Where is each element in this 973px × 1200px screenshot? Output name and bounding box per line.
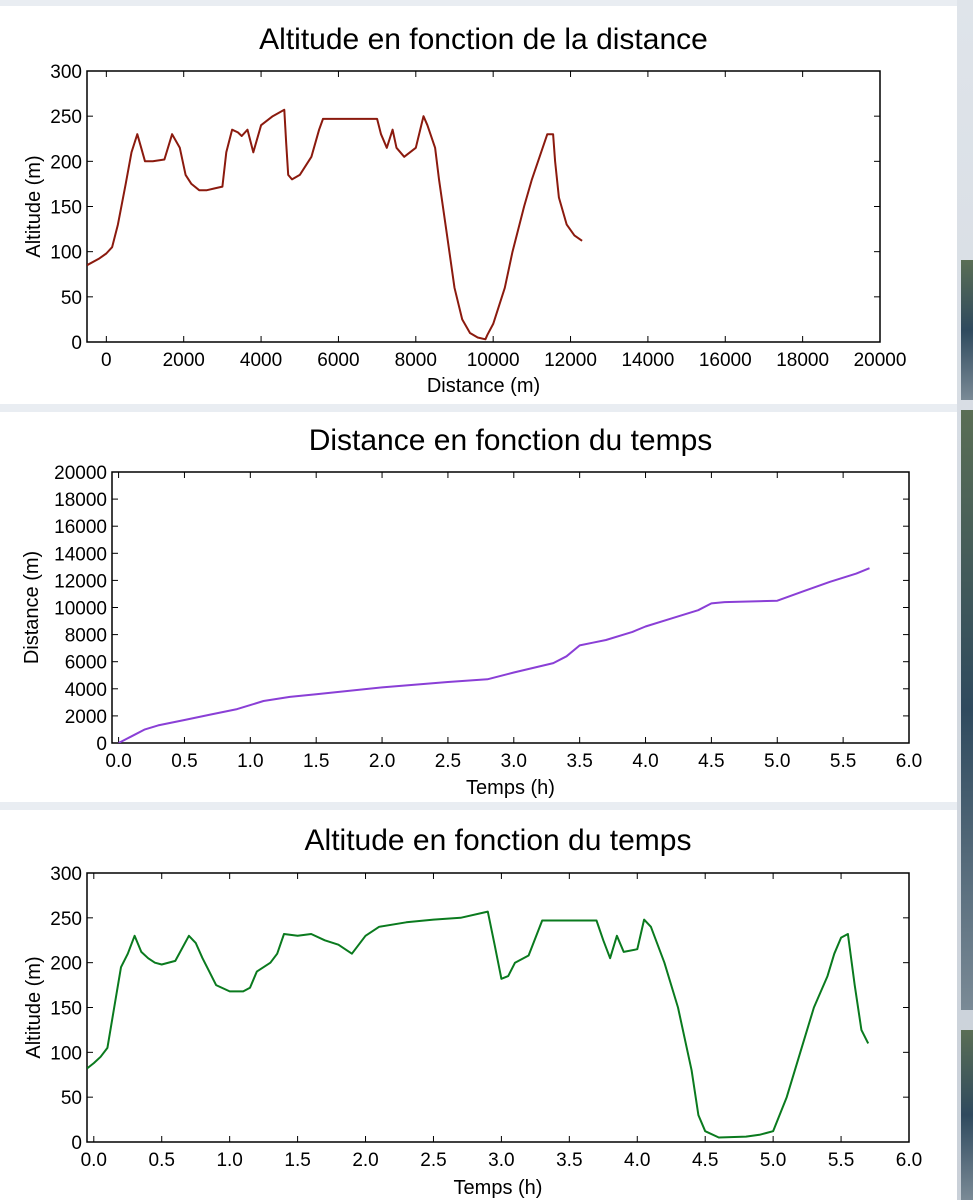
x-axis-label: Distance (m) — [426, 375, 541, 397]
plot-area — [112, 472, 909, 743]
x-tick-label: 0 — [101, 350, 112, 371]
x-tick-label: 4000 — [239, 350, 283, 371]
x-tick-label: 12000 — [544, 350, 597, 371]
x-tick-label: 1.0 — [237, 751, 264, 772]
y-tick-label: 20000 — [54, 463, 107, 484]
x-tick-label: 10000 — [466, 350, 520, 371]
y-tick-label: 6000 — [64, 652, 107, 674]
background-image-strip — [961, 410, 973, 1010]
chart-panel-altitude-distance — [0, 6, 957, 404]
x-tick-label: 4.5 — [698, 751, 725, 772]
y-tick-label: 200 — [50, 152, 82, 174]
x-tick-label: 4.0 — [624, 1150, 651, 1171]
x-tick-label: 3.0 — [488, 1150, 515, 1171]
y-tick-label: 50 — [60, 287, 82, 309]
y-tick-label: 250 — [50, 908, 82, 930]
x-tick-label: 1.5 — [302, 751, 330, 772]
y-tick-label: 300 — [50, 864, 82, 885]
x-tick-label: 6000 — [317, 350, 360, 371]
x-tick-label: 14000 — [621, 350, 675, 371]
x-tick-label: 8000 — [394, 350, 437, 371]
background-image-strip — [961, 1030, 973, 1200]
chart-title: Distance en fonction du temps — [308, 424, 713, 457]
y-axis-label: Altitude (m) — [23, 155, 45, 258]
x-tick-label: 16000 — [698, 350, 752, 371]
y-tick-label: 0 — [71, 1133, 82, 1154]
y-tick-label: 100 — [50, 242, 82, 264]
x-tick-label: 5.5 — [827, 1150, 855, 1171]
x-tick-label: 2000 — [162, 350, 205, 371]
x-tick-label: 6.0 — [895, 1150, 923, 1171]
x-tick-label: 4.5 — [691, 1150, 719, 1171]
background-image-strip — [961, 260, 973, 400]
altitude-time-chart — [0, 810, 957, 1200]
chart-title: Altitude en fonction de la distance — [259, 23, 708, 56]
y-tick-label: 4000 — [64, 679, 107, 701]
x-tick-label: 4.0 — [632, 751, 659, 772]
distance-time-chart — [0, 412, 957, 802]
y-tick-label: 12000 — [54, 571, 107, 593]
y-axis-label: Distance (m) — [21, 550, 43, 665]
y-tick-label: 300 — [50, 62, 82, 83]
x-tick-label: 18000 — [776, 350, 830, 371]
background-window-edge — [957, 0, 973, 1200]
y-tick-label: 50 — [60, 1088, 82, 1110]
y-tick-label: 0 — [96, 734, 107, 755]
x-tick-label: 1.0 — [216, 1150, 243, 1171]
chart-panel-distance-time — [0, 412, 957, 802]
x-tick-label: 0.0 — [105, 751, 132, 772]
y-axis-label: Altitude (m) — [23, 956, 45, 1059]
y-tick-label: 10000 — [54, 598, 107, 620]
y-tick-label: 16000 — [54, 517, 107, 539]
y-tick-label: 250 — [50, 107, 82, 129]
y-tick-label: 2000 — [64, 706, 107, 728]
x-tick-label: 5.0 — [764, 751, 791, 772]
x-tick-label: 3.0 — [500, 751, 528, 772]
x-axis-label: Temps (h) — [453, 1177, 543, 1199]
x-tick-label: 3.5 — [556, 1150, 583, 1171]
x-tick-label: 1.5 — [284, 1150, 311, 1171]
x-tick-label: 6.0 — [895, 751, 923, 772]
x-tick-label: 2.5 — [434, 751, 462, 772]
chart-panel-altitude-time — [0, 810, 957, 1200]
x-tick-label: 2.0 — [352, 1150, 379, 1171]
plot-area — [87, 71, 880, 342]
x-tick-label: 2.5 — [420, 1150, 447, 1171]
y-tick-label: 200 — [50, 953, 82, 975]
x-tick-label: 3.5 — [566, 751, 593, 772]
chart-title: Altitude en fonction du temps — [304, 824, 692, 857]
y-tick-label: 18000 — [54, 490, 107, 512]
y-tick-label: 0 — [71, 333, 82, 354]
x-tick-label: 5.5 — [829, 751, 857, 772]
altitude-distance-chart — [0, 6, 957, 404]
x-tick-label: 5.0 — [759, 1150, 787, 1171]
y-tick-label: 150 — [50, 197, 82, 219]
x-axis-label: Temps (h) — [466, 777, 555, 799]
y-tick-label: 8000 — [64, 625, 107, 647]
x-tick-label: 2.0 — [368, 751, 396, 772]
x-tick-label: 20000 — [853, 350, 907, 371]
y-tick-label: 150 — [50, 998, 82, 1020]
x-tick-label: 0.0 — [80, 1150, 108, 1171]
x-tick-label: 0.5 — [171, 751, 198, 772]
x-tick-label: 0.5 — [148, 1150, 175, 1171]
y-tick-label: 100 — [50, 1043, 82, 1065]
y-tick-label: 14000 — [54, 544, 107, 566]
